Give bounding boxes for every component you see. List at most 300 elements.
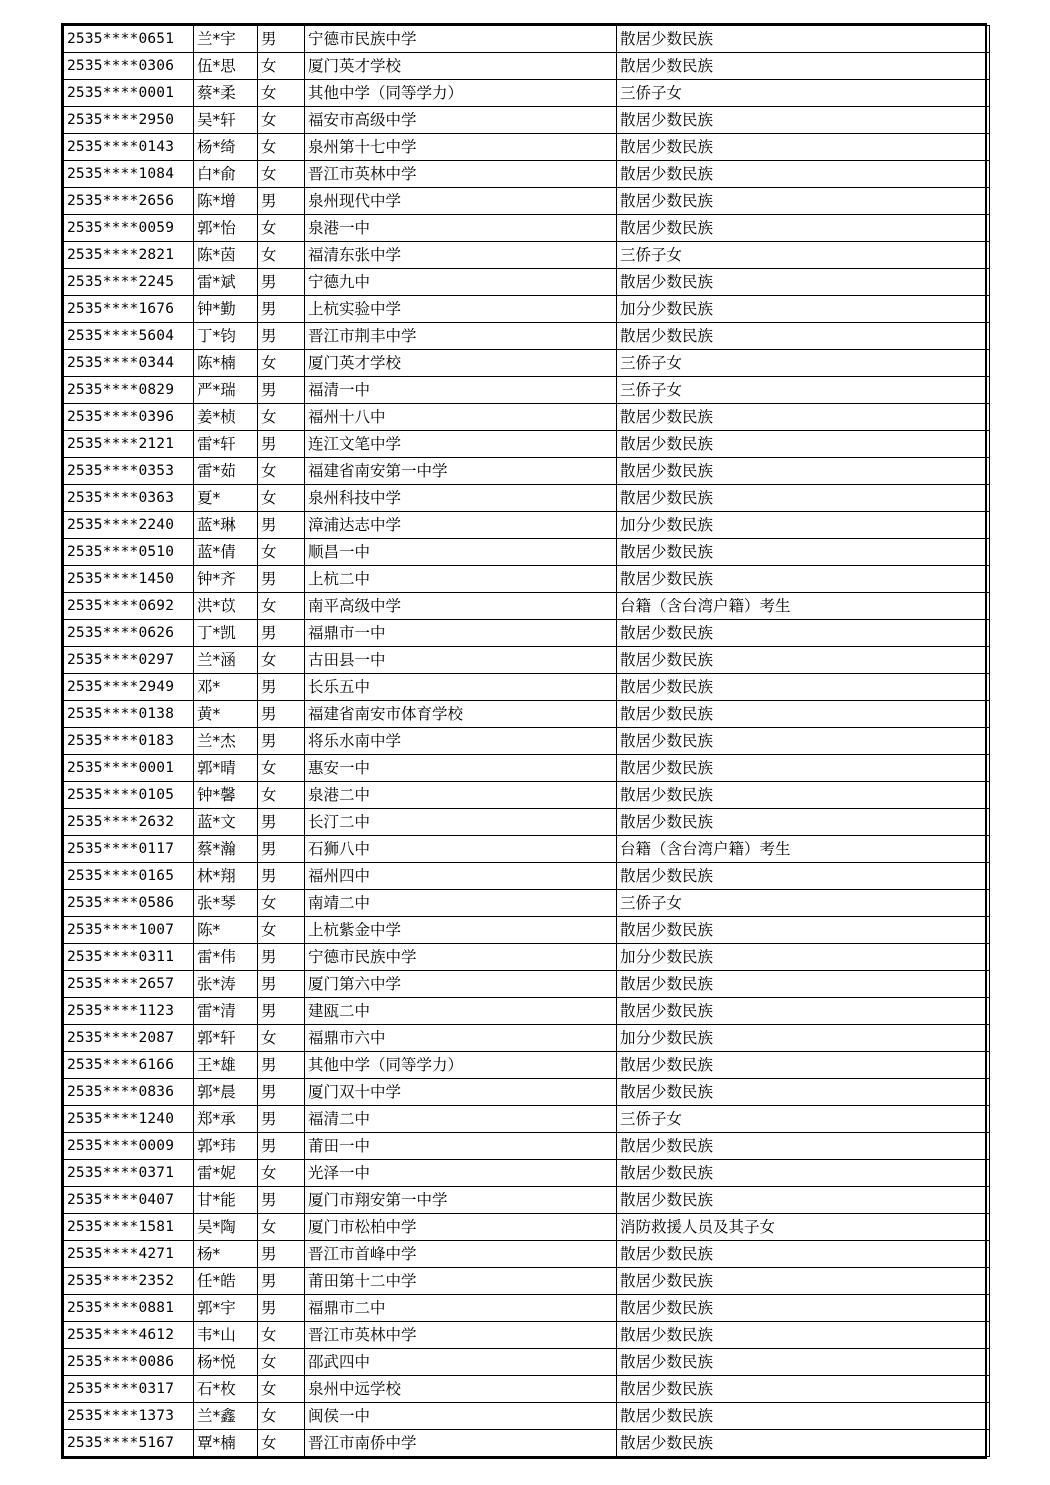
name-cell: 蓝*琳: [194, 512, 258, 539]
name-cell: 蓝*倩: [194, 539, 258, 566]
table-row: [64, 836, 990, 863]
gender-cell: 男: [258, 998, 305, 1025]
category-cell: 散居少数民族: [617, 1241, 990, 1268]
name-cell: 兰*宇: [194, 26, 258, 53]
gender-cell: 女: [258, 647, 305, 674]
gender-cell: 男: [258, 674, 305, 701]
table-row: [64, 1322, 990, 1349]
table-row: [64, 1349, 990, 1376]
school-cell: 晋江市南侨中学: [305, 1430, 617, 1457]
exam-id-cell: 2535****0105: [64, 782, 194, 809]
gender-cell: 男: [258, 269, 305, 296]
table-row: [64, 809, 990, 836]
school-cell: 石狮八中: [305, 836, 617, 863]
school-cell: 邵武四中: [305, 1349, 617, 1376]
name-cell: 雷*清: [194, 998, 258, 1025]
exam-id-cell: 2535****2949: [64, 674, 194, 701]
name-cell: 雷*妮: [194, 1160, 258, 1187]
gender-cell: 女: [258, 458, 305, 485]
category-cell: 散居少数民族: [617, 323, 990, 350]
name-cell: 钟*齐: [194, 566, 258, 593]
gender-cell: 男: [258, 1052, 305, 1079]
exam-id-cell: 2535****0001: [64, 80, 194, 107]
exam-id-cell: 2535****0371: [64, 1160, 194, 1187]
school-cell: 泉州中远学校: [305, 1376, 617, 1403]
table-row: [64, 26, 990, 53]
table-row: [64, 512, 990, 539]
gender-cell: 女: [258, 404, 305, 431]
exam-id-cell: 2535****2657: [64, 971, 194, 998]
gender-cell: 男: [258, 323, 305, 350]
gender-cell: 男: [258, 377, 305, 404]
name-cell: 伍*思: [194, 53, 258, 80]
school-cell: 晋江市英林中学: [305, 161, 617, 188]
table-row: [64, 53, 990, 80]
category-cell: 散居少数民族: [617, 647, 990, 674]
exam-id-cell: 2535****2352: [64, 1268, 194, 1295]
table-row: [64, 458, 990, 485]
gender-cell: 男: [258, 728, 305, 755]
exam-id-cell: 2535****0836: [64, 1079, 194, 1106]
category-cell: 散居少数民族: [617, 917, 990, 944]
school-cell: 漳浦达志中学: [305, 512, 617, 539]
school-cell: 宁德九中: [305, 269, 617, 296]
name-cell: 甘*能: [194, 1187, 258, 1214]
school-cell: 光泽一中: [305, 1160, 617, 1187]
school-cell: 长乐五中: [305, 674, 617, 701]
name-cell: 钟*勤: [194, 296, 258, 323]
category-cell: 三侨子女: [617, 1106, 990, 1133]
exam-id-cell: 2535****2240: [64, 512, 194, 539]
name-cell: 白*俞: [194, 161, 258, 188]
gender-cell: 男: [258, 188, 305, 215]
category-cell: 散居少数民族: [617, 1052, 990, 1079]
table-row: [64, 1295, 990, 1322]
category-cell: 散居少数民族: [617, 1295, 990, 1322]
school-cell: 宁德市民族中学: [305, 944, 617, 971]
category-cell: 三侨子女: [617, 350, 990, 377]
gender-cell: 女: [258, 890, 305, 917]
school-cell: 惠安一中: [305, 755, 617, 782]
school-cell: 泉州现代中学: [305, 188, 617, 215]
exam-id-cell: 2535****4271: [64, 1241, 194, 1268]
exam-id-cell: 2535****0829: [64, 377, 194, 404]
school-cell: 厦门市翔安第一中学: [305, 1187, 617, 1214]
exam-id-cell: 2535****0344: [64, 350, 194, 377]
exam-id-cell: 2535****0165: [64, 863, 194, 890]
school-cell: 泉港一中: [305, 215, 617, 242]
school-cell: 其他中学（同等学力）: [305, 1052, 617, 1079]
table-row: [64, 566, 990, 593]
table-row: [64, 917, 990, 944]
exam-id-cell: 2535****2821: [64, 242, 194, 269]
table-row: [64, 134, 990, 161]
category-cell: 散居少数民族: [617, 620, 990, 647]
school-cell: 泉港二中: [305, 782, 617, 809]
category-cell: 散居少数民族: [617, 1376, 990, 1403]
name-cell: 林*翔: [194, 863, 258, 890]
table-row: [64, 377, 990, 404]
student-list-sheet: [61, 23, 987, 1459]
exam-id-cell: 2535****0510: [64, 539, 194, 566]
gender-cell: 女: [258, 1322, 305, 1349]
table-row: [64, 242, 990, 269]
name-cell: 陈*: [194, 917, 258, 944]
category-cell: 散居少数民族: [617, 431, 990, 458]
table-row: [64, 296, 990, 323]
table-row: [64, 1052, 990, 1079]
school-cell: 厦门市松柏中学: [305, 1214, 617, 1241]
gender-cell: 男: [258, 944, 305, 971]
gender-cell: 女: [258, 1430, 305, 1457]
category-cell: 散居少数民族: [617, 674, 990, 701]
table-row: [64, 728, 990, 755]
name-cell: 钟*馨: [194, 782, 258, 809]
name-cell: 严*瑞: [194, 377, 258, 404]
table-row: [64, 1187, 990, 1214]
school-cell: 上杭实验中学: [305, 296, 617, 323]
school-cell: 建瓯二中: [305, 998, 617, 1025]
name-cell: 郭*怡: [194, 215, 258, 242]
school-cell: 上杭紫金中学: [305, 917, 617, 944]
category-cell: 散居少数民族: [617, 269, 990, 296]
student-table-body: [64, 26, 990, 1457]
gender-cell: 女: [258, 593, 305, 620]
exam-id-cell: 2535****2632: [64, 809, 194, 836]
gender-cell: 女: [258, 917, 305, 944]
table-row: [64, 485, 990, 512]
category-cell: 加分少数民族: [617, 296, 990, 323]
exam-id-cell: 2535****1084: [64, 161, 194, 188]
gender-cell: 男: [258, 296, 305, 323]
category-cell: 散居少数民族: [617, 1322, 990, 1349]
exam-id-cell: 2535****1123: [64, 998, 194, 1025]
category-cell: 散居少数民族: [617, 1133, 990, 1160]
category-cell: 散居少数民族: [617, 107, 990, 134]
name-cell: 郑*承: [194, 1106, 258, 1133]
table-row: [64, 1079, 990, 1106]
exam-id-cell: 2535****1676: [64, 296, 194, 323]
exam-id-cell: 2535****2656: [64, 188, 194, 215]
name-cell: 洪*苡: [194, 593, 258, 620]
category-cell: 散居少数民族: [617, 755, 990, 782]
gender-cell: 男: [258, 863, 305, 890]
name-cell: 蓝*文: [194, 809, 258, 836]
gender-cell: 男: [258, 836, 305, 863]
school-cell: 厦门英才学校: [305, 350, 617, 377]
gender-cell: 女: [258, 1214, 305, 1241]
table-row: [64, 431, 990, 458]
table-row: [64, 1160, 990, 1187]
gender-cell: 男: [258, 566, 305, 593]
category-cell: 散居少数民族: [617, 728, 990, 755]
category-cell: 散居少数民族: [617, 215, 990, 242]
name-cell: 任*皓: [194, 1268, 258, 1295]
school-cell: 福建省南安市体育学校: [305, 701, 617, 728]
category-cell: 散居少数民族: [617, 161, 990, 188]
table-row: [64, 161, 990, 188]
exam-id-cell: 2535****2245: [64, 269, 194, 296]
name-cell: 夏*: [194, 485, 258, 512]
school-cell: 南靖二中: [305, 890, 617, 917]
category-cell: 散居少数民族: [617, 1349, 990, 1376]
name-cell: 张*涛: [194, 971, 258, 998]
category-cell: 散居少数民族: [617, 863, 990, 890]
table-row: [64, 539, 990, 566]
exam-id-cell: 2535****0138: [64, 701, 194, 728]
school-cell: 晋江市首峰中学: [305, 1241, 617, 1268]
gender-cell: 男: [258, 512, 305, 539]
category-cell: 散居少数民族: [617, 1187, 990, 1214]
gender-cell: 女: [258, 1025, 305, 1052]
school-cell: 福清东张中学: [305, 242, 617, 269]
school-cell: 福鼎市二中: [305, 1295, 617, 1322]
name-cell: 邓*: [194, 674, 258, 701]
school-cell: 泉州第十七中学: [305, 134, 617, 161]
exam-id-cell: 2535****0297: [64, 647, 194, 674]
school-cell: 长汀二中: [305, 809, 617, 836]
exam-id-cell: 2535****1450: [64, 566, 194, 593]
category-cell: 散居少数民族: [617, 1403, 990, 1430]
table-row: [64, 323, 990, 350]
gender-cell: 女: [258, 755, 305, 782]
table-row: [64, 620, 990, 647]
exam-id-cell: 2535****0651: [64, 26, 194, 53]
category-cell: 散居少数民族: [617, 485, 990, 512]
name-cell: 杨*绮: [194, 134, 258, 161]
exam-id-cell: 2535****5167: [64, 1430, 194, 1457]
table-row: [64, 1025, 990, 1052]
school-cell: 莆田第十二中学: [305, 1268, 617, 1295]
exam-id-cell: 2535****0143: [64, 134, 194, 161]
gender-cell: 男: [258, 1079, 305, 1106]
table-row: [64, 80, 990, 107]
exam-id-cell: 2535****0001: [64, 755, 194, 782]
table-row: [64, 890, 990, 917]
name-cell: 石*枚: [194, 1376, 258, 1403]
category-cell: 散居少数民族: [617, 53, 990, 80]
table-row: [64, 1268, 990, 1295]
category-cell: 散居少数民族: [617, 782, 990, 809]
name-cell: 兰*鑫: [194, 1403, 258, 1430]
gender-cell: 男: [258, 1295, 305, 1322]
gender-cell: 女: [258, 1376, 305, 1403]
school-cell: 厦门双十中学: [305, 1079, 617, 1106]
school-cell: 莆田一中: [305, 1133, 617, 1160]
table-row: [64, 1106, 990, 1133]
category-cell: 散居少数民族: [617, 971, 990, 998]
school-cell: 福州十八中: [305, 404, 617, 431]
name-cell: 蔡*柔: [194, 80, 258, 107]
exam-id-cell: 2535****0183: [64, 728, 194, 755]
gender-cell: 女: [258, 134, 305, 161]
exam-id-cell: 2535****2087: [64, 1025, 194, 1052]
exam-id-cell: 2535****5604: [64, 323, 194, 350]
gender-cell: 男: [258, 1106, 305, 1133]
category-cell: 加分少数民族: [617, 944, 990, 971]
gender-cell: 男: [258, 26, 305, 53]
name-cell: 黄*: [194, 701, 258, 728]
exam-id-cell: 2535****0626: [64, 620, 194, 647]
gender-cell: 女: [258, 80, 305, 107]
table-row: [64, 647, 990, 674]
school-cell: 泉州科技中学: [305, 485, 617, 512]
category-cell: 散居少数民族: [617, 701, 990, 728]
gender-cell: 男: [258, 701, 305, 728]
name-cell: 陈*茵: [194, 242, 258, 269]
gender-cell: 女: [258, 1160, 305, 1187]
gender-cell: 男: [258, 1133, 305, 1160]
table-row: [64, 863, 990, 890]
school-cell: 将乐水南中学: [305, 728, 617, 755]
category-cell: 散居少数民族: [617, 1160, 990, 1187]
category-cell: 三侨子女: [617, 242, 990, 269]
school-cell: 宁德市民族中学: [305, 26, 617, 53]
category-cell: 三侨子女: [617, 80, 990, 107]
table-row: [64, 107, 990, 134]
name-cell: 杨*: [194, 1241, 258, 1268]
name-cell: 蔡*瀚: [194, 836, 258, 863]
exam-id-cell: 2535****0086: [64, 1349, 194, 1376]
gender-cell: 女: [258, 485, 305, 512]
table-row: [64, 404, 990, 431]
gender-cell: 女: [258, 1403, 305, 1430]
table-row: [64, 971, 990, 998]
category-cell: 散居少数民族: [617, 809, 990, 836]
exam-id-cell: 2535****2121: [64, 431, 194, 458]
exam-id-cell: 2535****0407: [64, 1187, 194, 1214]
category-cell: 散居少数民族: [617, 26, 990, 53]
school-cell: 厦门第六中学: [305, 971, 617, 998]
table-row: [64, 674, 990, 701]
school-cell: 福清一中: [305, 377, 617, 404]
name-cell: 杨*悦: [194, 1349, 258, 1376]
name-cell: 吴*陶: [194, 1214, 258, 1241]
gender-cell: 女: [258, 539, 305, 566]
gender-cell: 男: [258, 809, 305, 836]
gender-cell: 男: [258, 431, 305, 458]
exam-id-cell: 2535****4612: [64, 1322, 194, 1349]
exam-id-cell: 2535****0396: [64, 404, 194, 431]
table-row: [64, 188, 990, 215]
school-cell: 福鼎市六中: [305, 1025, 617, 1052]
name-cell: 丁*凯: [194, 620, 258, 647]
category-cell: 散居少数民族: [617, 1430, 990, 1457]
gender-cell: 女: [258, 242, 305, 269]
name-cell: 兰*涵: [194, 647, 258, 674]
exam-id-cell: 2535****6166: [64, 1052, 194, 1079]
category-cell: 加分少数民族: [617, 1025, 990, 1052]
name-cell: 郭*玮: [194, 1133, 258, 1160]
category-cell: 三侨子女: [617, 890, 990, 917]
table-row: [64, 1376, 990, 1403]
category-cell: 散居少数民族: [617, 458, 990, 485]
exam-id-cell: 2535****0306: [64, 53, 194, 80]
school-cell: 上杭二中: [305, 566, 617, 593]
name-cell: 雷*伟: [194, 944, 258, 971]
exam-id-cell: 2535****1373: [64, 1403, 194, 1430]
name-cell: 韦*山: [194, 1322, 258, 1349]
school-cell: 福清二中: [305, 1106, 617, 1133]
gender-cell: 女: [258, 107, 305, 134]
category-cell: 散居少数民族: [617, 404, 990, 431]
table-row: [64, 755, 990, 782]
exam-id-cell: 2535****0317: [64, 1376, 194, 1403]
school-cell: 厦门英才学校: [305, 53, 617, 80]
gender-cell: 男: [258, 1241, 305, 1268]
school-cell: 古田县一中: [305, 647, 617, 674]
gender-cell: 男: [258, 971, 305, 998]
exam-id-cell: 2535****0117: [64, 836, 194, 863]
table-row: [64, 944, 990, 971]
exam-id-cell: 2535****1007: [64, 917, 194, 944]
name-cell: 姜*桢: [194, 404, 258, 431]
gender-cell: 女: [258, 782, 305, 809]
category-cell: 消防救援人员及其子女: [617, 1214, 990, 1241]
exam-id-cell: 2535****0353: [64, 458, 194, 485]
exam-id-cell: 2535****2950: [64, 107, 194, 134]
name-cell: 郭*宇: [194, 1295, 258, 1322]
gender-cell: 女: [258, 161, 305, 188]
exam-id-cell: 2535****0586: [64, 890, 194, 917]
exam-id-cell: 2535****0311: [64, 944, 194, 971]
table-row: [64, 998, 990, 1025]
school-cell: 闽侯一中: [305, 1403, 617, 1430]
category-cell: 加分少数民族: [617, 512, 990, 539]
category-cell: 台籍（含台湾户籍）考生: [617, 593, 990, 620]
category-cell: 散居少数民族: [617, 566, 990, 593]
exam-id-cell: 2535****0009: [64, 1133, 194, 1160]
gender-cell: 男: [258, 1187, 305, 1214]
name-cell: 郭*晴: [194, 755, 258, 782]
table-row: [64, 215, 990, 242]
table-row: [64, 1241, 990, 1268]
gender-cell: 男: [258, 620, 305, 647]
table-row: [64, 782, 990, 809]
table-row: [64, 701, 990, 728]
name-cell: 王*雄: [194, 1052, 258, 1079]
table-row: [64, 1133, 990, 1160]
name-cell: 郭*轩: [194, 1025, 258, 1052]
name-cell: 覃*楠: [194, 1430, 258, 1457]
school-cell: 福建省南安第一中学: [305, 458, 617, 485]
school-cell: 其他中学（同等学力）: [305, 80, 617, 107]
student-table: [63, 25, 990, 1457]
gender-cell: 女: [258, 215, 305, 242]
gender-cell: 女: [258, 350, 305, 377]
table-row: [64, 350, 990, 377]
table-row: [64, 1214, 990, 1241]
table-row: [64, 593, 990, 620]
name-cell: 郭*晨: [194, 1079, 258, 1106]
category-cell: 散居少数民族: [617, 188, 990, 215]
name-cell: 张*琴: [194, 890, 258, 917]
category-cell: 散居少数民族: [617, 1079, 990, 1106]
table-row: [64, 269, 990, 296]
exam-id-cell: 2535****1581: [64, 1214, 194, 1241]
name-cell: 陈*楠: [194, 350, 258, 377]
gender-cell: 男: [258, 1268, 305, 1295]
exam-id-cell: 2535****0363: [64, 485, 194, 512]
exam-id-cell: 2535****1240: [64, 1106, 194, 1133]
school-cell: 晋江市英林中学: [305, 1322, 617, 1349]
category-cell: 散居少数民族: [617, 134, 990, 161]
name-cell: 兰*杰: [194, 728, 258, 755]
name-cell: 雷*茹: [194, 458, 258, 485]
name-cell: 丁*钧: [194, 323, 258, 350]
category-cell: 散居少数民族: [617, 1268, 990, 1295]
table-row: [64, 1430, 990, 1457]
